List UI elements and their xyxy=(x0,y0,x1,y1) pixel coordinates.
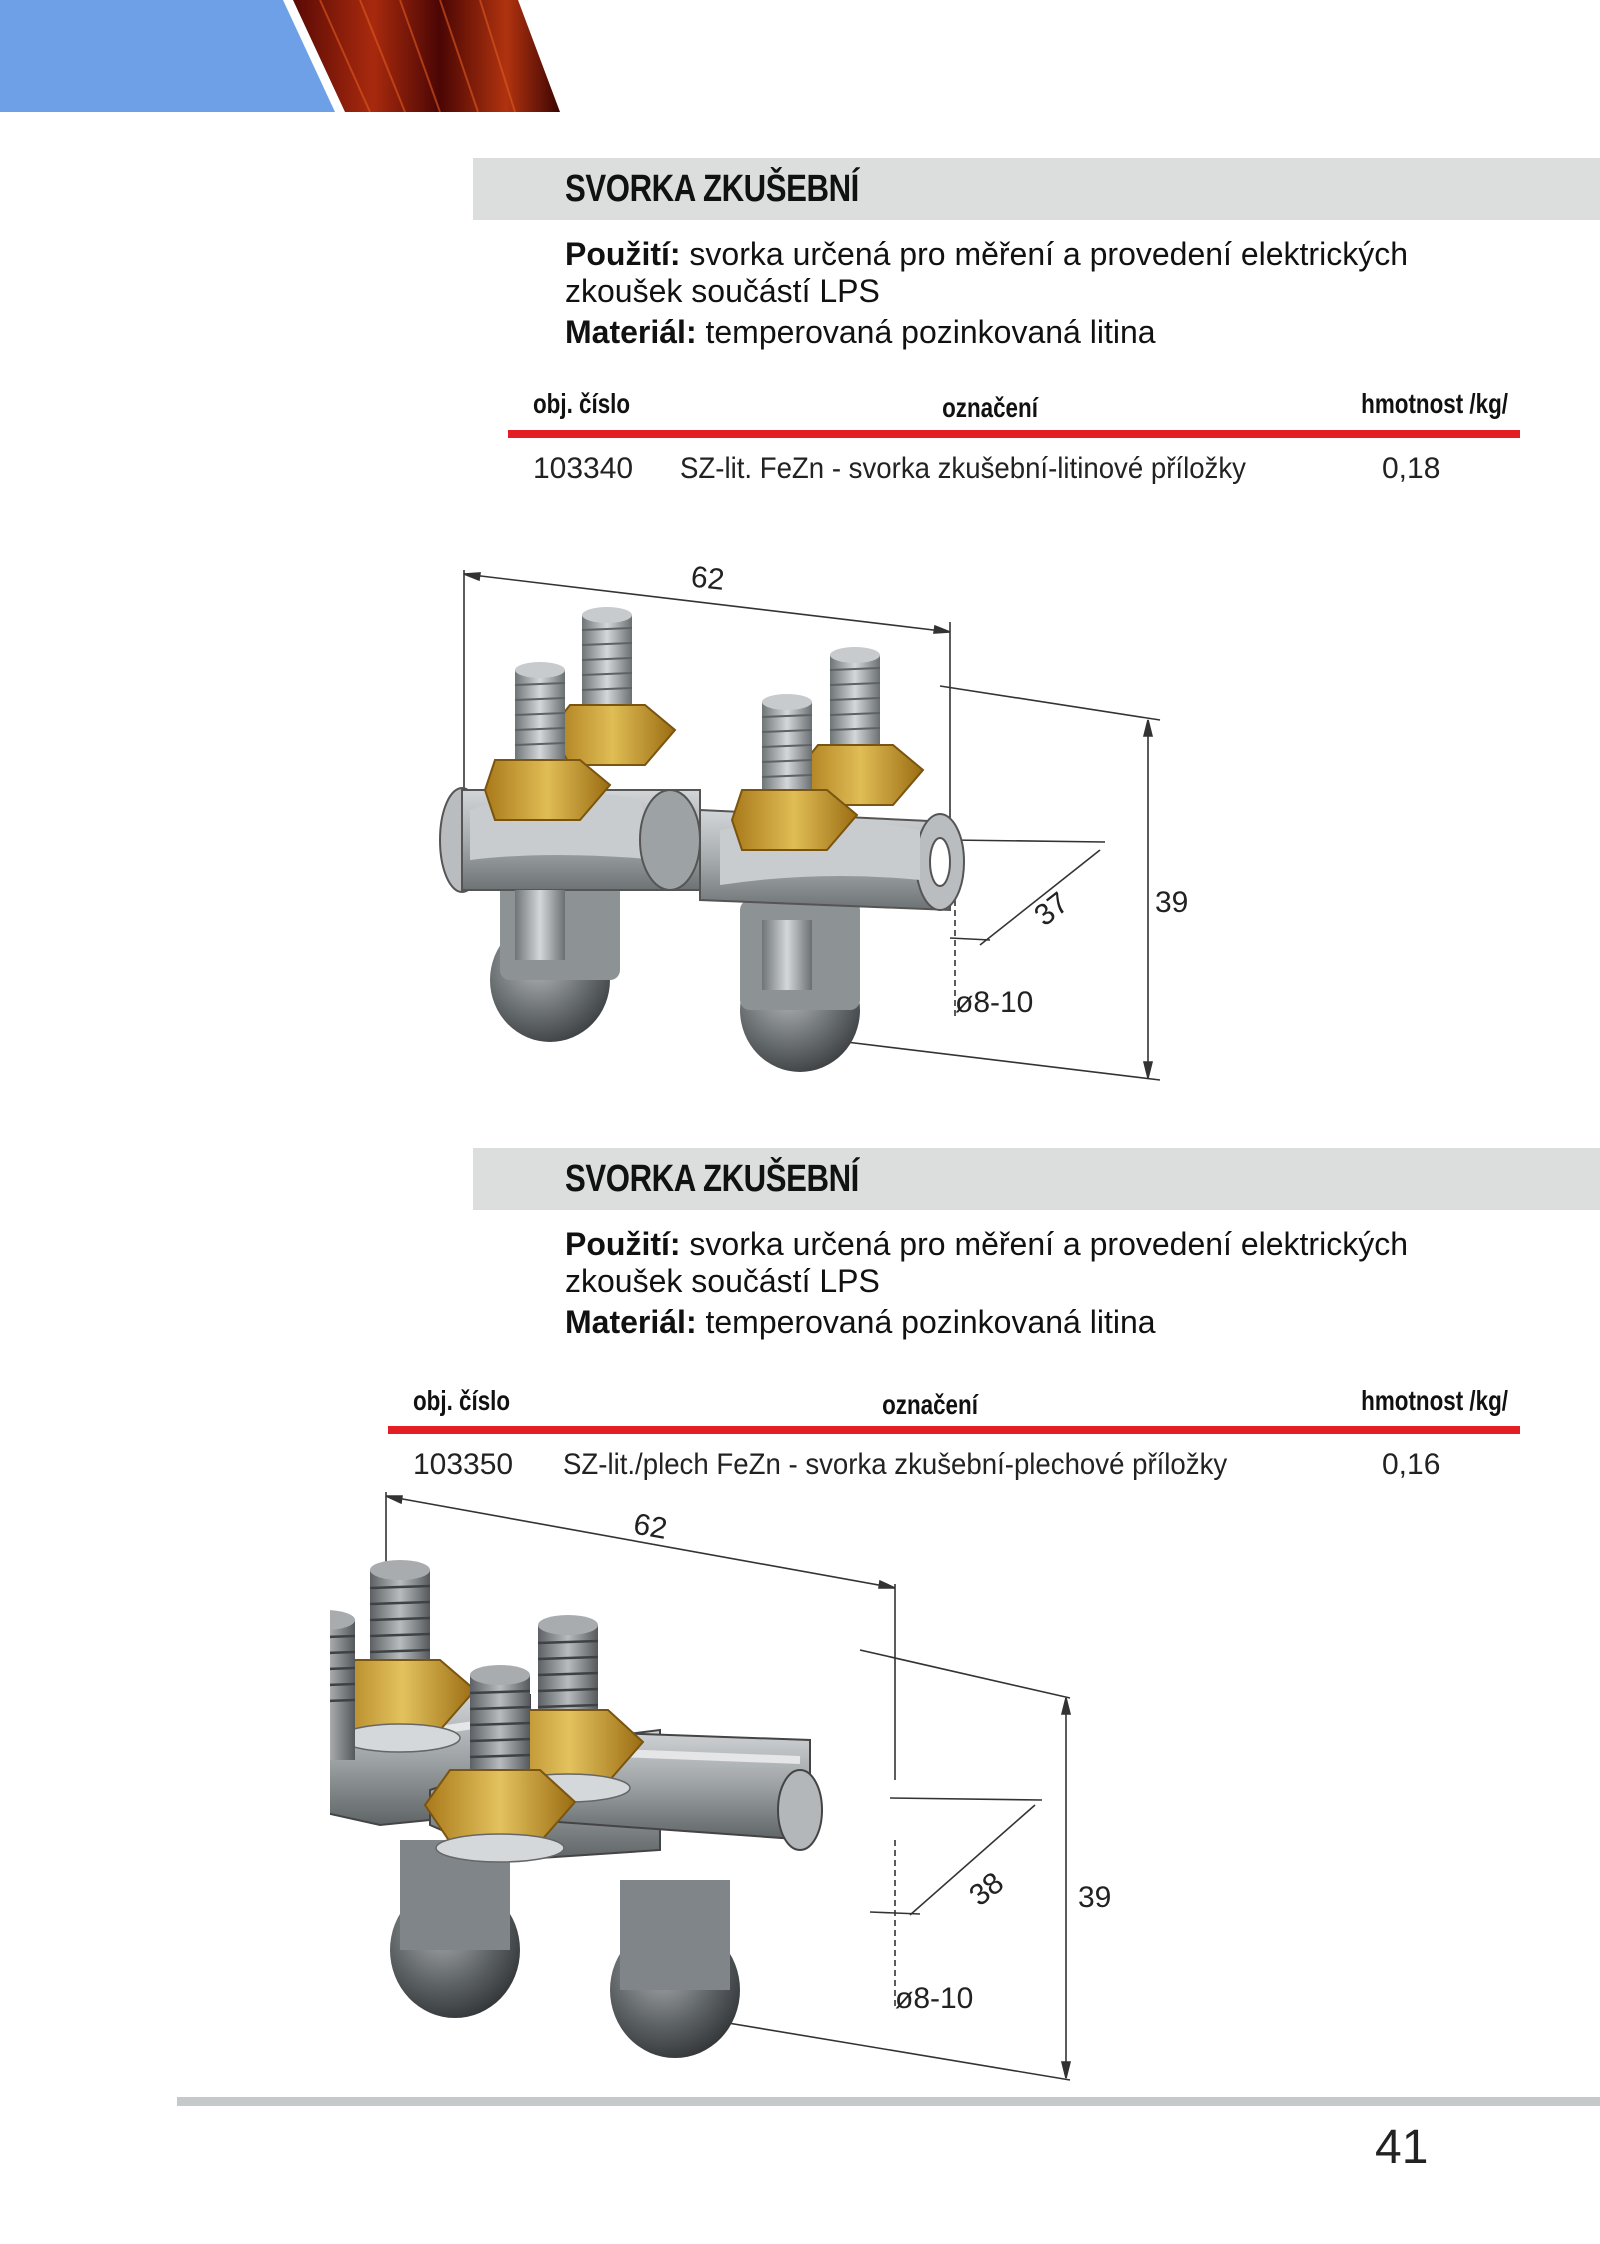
usage-label: Použití: xyxy=(565,236,681,272)
material-description xyxy=(565,314,1156,350)
header-copper-shape xyxy=(293,0,560,112)
dimension-height-label: 39 xyxy=(1078,1881,1112,1914)
section-title: SVORKA ZKUŠEBNÍ xyxy=(565,168,859,210)
usage-text: svorka určená pro měření a provedení elektrických xyxy=(689,1226,1408,1262)
dimension-diameter-label: ø8-10 xyxy=(955,986,1034,1019)
usage-description xyxy=(565,1226,1408,1262)
table-header-name: označení xyxy=(882,1389,978,1420)
table-cell-name: SZ-lit. FeZn - svorka zkušební-litinové příložky xyxy=(680,452,1246,485)
header-blue-shape xyxy=(0,0,335,112)
product-drawing-cast-clamp xyxy=(400,540,1220,1100)
bolt-front-left xyxy=(330,1610,355,1760)
usage-description xyxy=(565,236,1408,272)
header-banner xyxy=(0,0,1600,112)
table-header-number: obj. číslo xyxy=(413,1385,511,1416)
usage-description-continued: zkoušek součástí LPS xyxy=(565,1263,880,1299)
dimension-length-label: 62 xyxy=(689,560,726,597)
material-description xyxy=(565,1304,1156,1340)
dimension-width-label: 38 xyxy=(963,1866,1010,1913)
table-header-name: označení xyxy=(942,392,1038,423)
table-cell-number: 103340 xyxy=(533,452,634,485)
table-header-weight: hmotnost /kg/ xyxy=(1361,1385,1508,1416)
table-cell-weight: 0,18 xyxy=(1382,452,1441,485)
dimension-width-label: 37 xyxy=(1028,886,1075,933)
section-title: SVORKA ZKUŠEBNÍ xyxy=(565,1158,859,1200)
table-header-rule xyxy=(388,1426,1520,1434)
material-text: temperovaná pozinkovaná litina xyxy=(705,1304,1156,1340)
usage-text: svorka určená pro měření a provedení elektrických xyxy=(689,236,1408,272)
table-cell-number: 103350 xyxy=(413,1448,514,1481)
table-cell-name: SZ-lit./plech FeZn - svorka zkušební-plechové příložky xyxy=(563,1448,1228,1481)
material-text: temperovaná pozinkovaná litina xyxy=(705,314,1156,350)
clamp-body-right xyxy=(700,810,964,1072)
bolt-back-right xyxy=(798,647,923,805)
table-cell-weight: 0,16 xyxy=(1382,1448,1441,1481)
product-drawing-sheet-clamp xyxy=(330,1480,1150,2090)
clamp-body-left xyxy=(440,788,700,1042)
usage-label: Použití: xyxy=(565,1226,681,1262)
dimension-length-label: 62 xyxy=(631,1507,670,1546)
material-label: Materiál: xyxy=(565,1304,697,1340)
bolt-back-left xyxy=(550,607,675,765)
footer-rule xyxy=(177,2097,1600,2106)
table-header-weight: hmotnost /kg/ xyxy=(1361,388,1508,419)
usage-description-continued: zkoušek součástí LPS xyxy=(565,273,880,309)
dimension-height-label: 39 xyxy=(1155,886,1189,919)
table-header-rule xyxy=(508,430,1520,438)
table-header-number: obj. číslo xyxy=(533,388,631,419)
page-number: 41 xyxy=(1375,2121,1429,2174)
material-label: Materiál: xyxy=(565,314,697,350)
dimension-diameter-label: ø8-10 xyxy=(895,1982,974,2015)
